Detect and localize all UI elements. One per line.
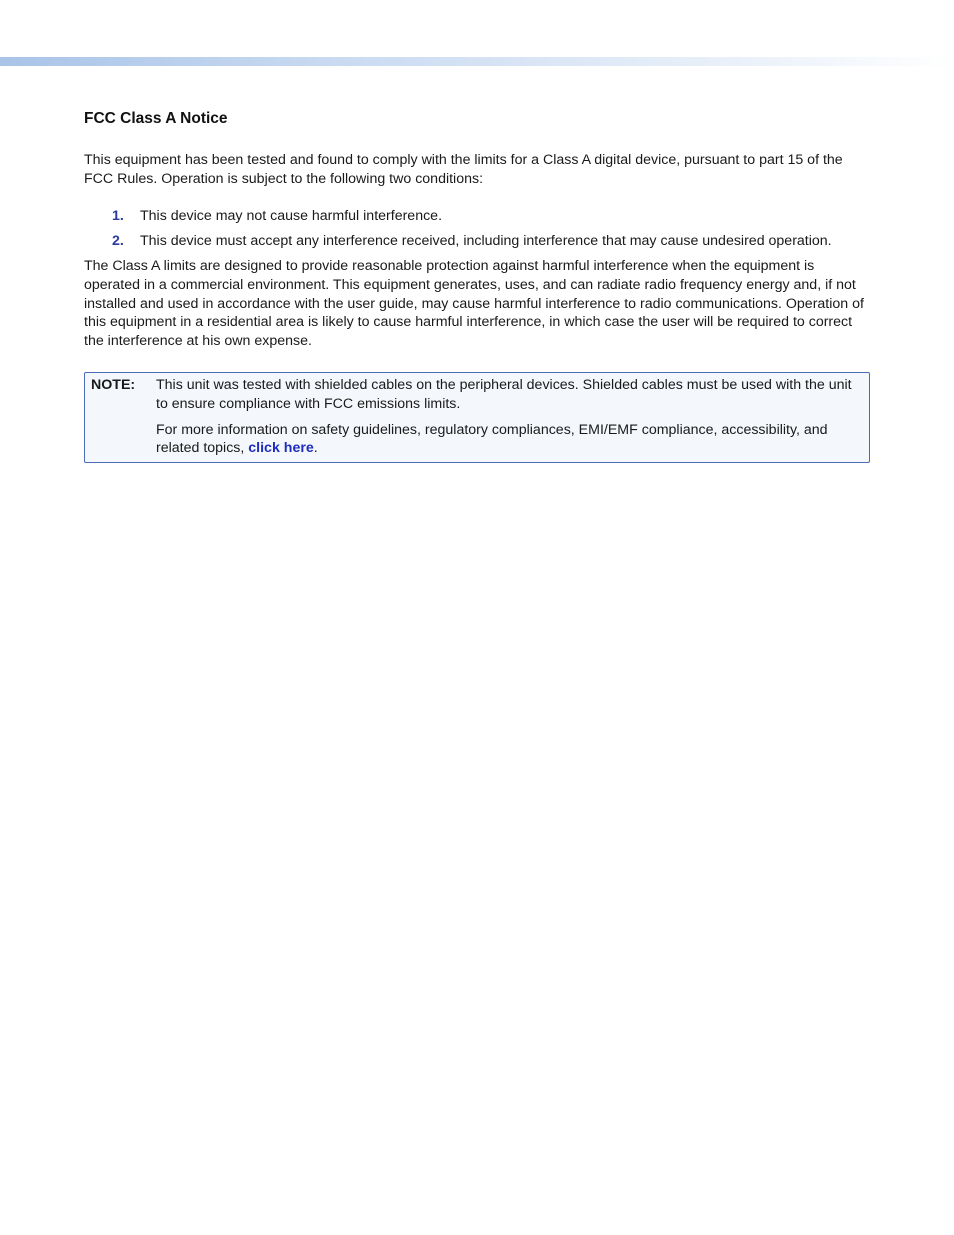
list-item-text: This device must accept any interference received, including interference that may cause undesired operation. (140, 233, 832, 250)
list-item-text: This device may not cause harmful interference. (140, 208, 443, 225)
note-more-info-text: For more information on safety guidelines, regulatory compliances, EMI/EMF compliance, accessibility, and related topics, (156, 421, 828, 457)
intro-paragraph: This equipment has been tested and found to comply with the limits for a Class A digital device, pursuant to part 15 of the FCC Rules. Operation is subject to the following two conditions: (84, 152, 843, 187)
document-content (84, 108, 870, 463)
note-body (156, 376, 859, 457)
note-period: . (313, 440, 318, 457)
click-here-link[interactable]: click here (248, 440, 314, 457)
list-item-number: 2. (112, 233, 124, 250)
note-box (84, 372, 870, 462)
limits-paragraph: The Class A limits are designed to provide reasonable protection against harmful interference when the equipment is operated in a commercial environment. This equipment generates, uses, and can radiate radio frequency energy and, if not installed and used in accordance with the user guide, may cause harmful interference to radio communications. Operation of this equipment in a residential area is likely to cause harmful interference, in which case the user will be required to correct the interference at his own expense. (84, 258, 864, 349)
section-heading: FCC Class A Notice (84, 110, 228, 127)
note-paragraph-shielded-cables: This unit was tested with shielded cables on the peripheral devices. Shielded cables must be used with the unit to ensure compliance with FCC emissions limits. (156, 377, 852, 412)
list-item-number: 1. (112, 208, 124, 225)
conditions-list (84, 207, 870, 251)
note-label: NOTE: (91, 377, 136, 394)
header-gradient-bar (0, 57, 954, 66)
note-paragraph-more-info (156, 421, 859, 458)
list-item (84, 207, 870, 226)
list-item (84, 232, 870, 251)
